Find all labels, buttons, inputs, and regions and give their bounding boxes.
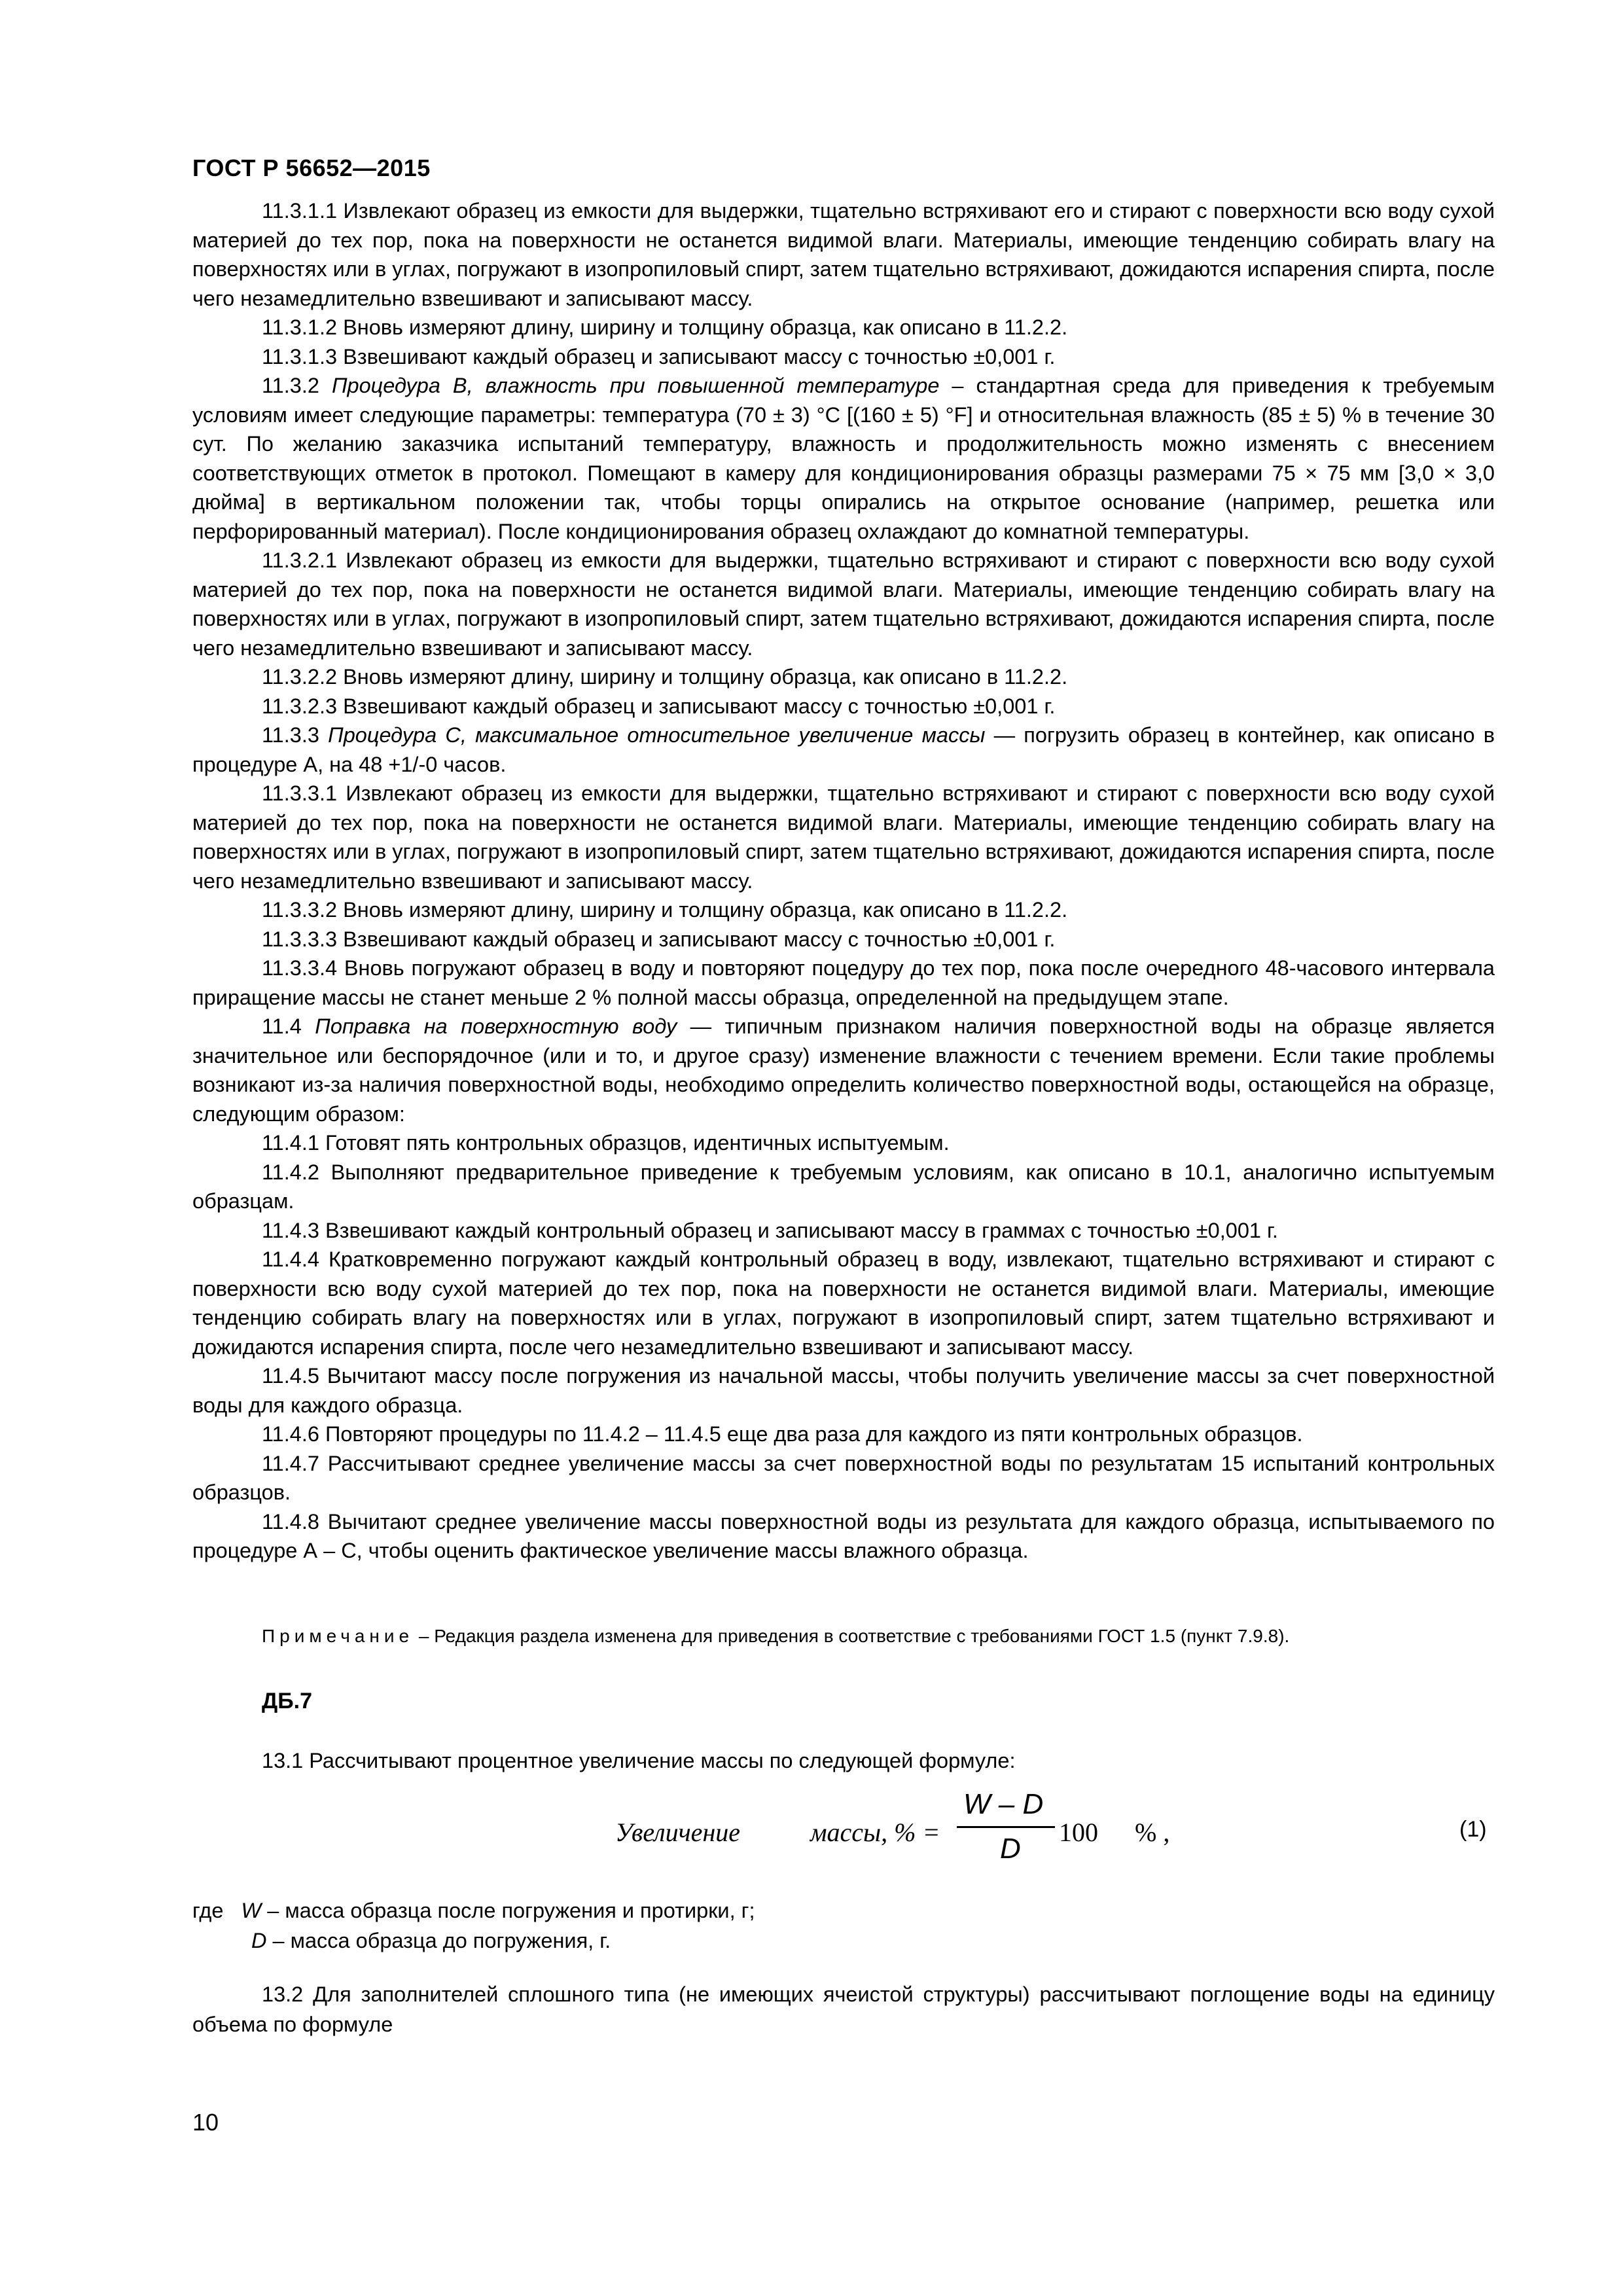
- legend-symbol: W: [241, 1899, 262, 1922]
- formula: [613, 1788, 1267, 1872]
- formula-legend: [192, 1895, 755, 1956]
- paragraph: 11.3.2.2 Вновь измеряют длину, ширину и толщину образца, как описано в 11.2.2.: [262, 665, 1068, 689]
- body-text: [192, 196, 1495, 1566]
- paragraph: 11.3.1.2 Вновь измеряют длину, ширину и толщину образца, как описано в 11.2.2.: [262, 315, 1068, 339]
- paragraph: 11.3.3.4 Вновь погружают образец в воду и повторяют поцедуру до тех пор, пока после очередного 48-часового интервала приращение массы не станет меньше 2 % полной массы образца, определенной на предыдущем этапе.: [192, 956, 1495, 1009]
- legend-row: [192, 1895, 755, 1926]
- clause-title: Процедура В, влажность при повышенной температуре: [331, 374, 940, 397]
- document-header: ГОСТ Р 56652—2015: [192, 154, 431, 181]
- clause-number: 11.3.3: [262, 723, 319, 747]
- paragraph: 11.3.2.3 Взвешивают каждый образец и записывают массу с точностью ±0,001 г.: [262, 694, 1056, 718]
- paragraph: 11.4.1 Готовят пять контрольных образцов, идентичных испытуемым.: [262, 1131, 950, 1155]
- paragraph: 11.4.5 Вычитают массу после погружения из начальной массы, чтобы получить увеличение массы за счет поверхностной воды для каждого образца.: [192, 1364, 1495, 1417]
- page-number: 10: [192, 2109, 219, 2136]
- paragraph: [192, 371, 1495, 546]
- legend-symbol: D: [251, 1929, 267, 1952]
- formula-unit: % ,: [1135, 1818, 1170, 1847]
- fraction-bar: [957, 1826, 1055, 1828]
- clause-number: 11.4: [262, 1014, 302, 1038]
- paragraph: 11.3.1.3 Взвешивают каждый образец и записывают массу с точностью ±0,001 г.: [262, 344, 1056, 368]
- paragraph: 11.4.8 Вычитают среднее увеличение массы поверхностной воды из результата для каждого образца, испытываемого по процедуре А – С, чтобы оценить фактическое увеличение массы влажного образца.: [192, 1509, 1495, 1562]
- section-title: ДБ.7: [262, 1689, 313, 1713]
- paragraph: 11.3.3.3 Взвешивают каждый образец и записывают массу с точностью ±0,001 г.: [262, 927, 1056, 951]
- paragraph: 11.4.2 Выполняют предварительное приведение к требуемым условиям, как описано в 10.1, аналогично испытуемым образцам.: [192, 1160, 1495, 1213]
- paragraph: 13.2 Для заполнителей сплошного типа (не имеющих ячеистой структуры) рассчитывают поглощение воды на единицу объема по формуле: [192, 1982, 1495, 2036]
- legend-text: – масса образца после погружения и протирки, г;: [261, 1899, 755, 1922]
- note-text: – Редакция раздела изменена для приведения в соответствие с требованиями ГОСТ 1.5 (пункт 7.9.8).: [414, 1626, 1290, 1646]
- note: [262, 1626, 1289, 1647]
- paragraph: 11.3.3.2 Вновь измеряют длину, ширину и толщину образца, как описано в 11.2.2.: [262, 898, 1068, 922]
- clause-title: Поправка на поверхностную воду: [315, 1014, 677, 1038]
- paragraph: [192, 1012, 1495, 1128]
- paragraph: 11.3.1.1 Извлекают образец из емкости для выдержки, тщательно встряхивают его и стирают с поверхности всю воду сухой материей до тех пор, пока на поверхности не останется видимой влаги. Материалы, имеющие тенденцию собирать влагу на поверхностях или в углах, погружают в изопропиловый спирт, затем тщательно встряхивают, дожидаются испарения спирта, после чего незамедлительно взвешивают и записывают массу.: [192, 199, 1495, 310]
- paragraph: 11.4.3 Взвешивают каждый контрольный образец и записывают массу в граммах с точностью ±0,001 г.: [262, 1218, 1278, 1242]
- legend-row: [192, 1926, 755, 1956]
- formula-intro: 13.1 Рассчитывают процентное увеличение массы по следующей формуле:: [262, 1749, 1016, 1772]
- formula-numerator: W – D: [963, 1788, 1044, 1820]
- formula-word-increase: Увеличение: [615, 1818, 741, 1847]
- paragraph-13-2: [192, 1979, 1495, 2039]
- paragraph: 11.4.4 Кратковременно погружают каждый контрольный образец в воду, извлекают, тщательно встряхивают и стирают с поверхности всю воду сухой материей до тех пор, пока на поверхности не останется видимой влаги. Материалы, имеющие тенденцию собирать влагу на поверхностях или в углах, погружают в изопропиловый спирт, затем тщательно встряхивают и дожидаются испарения спирта, после чего незамедлительно взвешивают и записывают массу.: [192, 1247, 1495, 1359]
- formula-word-mass: массы, % =: [810, 1818, 940, 1847]
- clause-text: — погрузить образец в контейнер, как описано в процедуре А, на 48 +1/-0 часов.: [192, 723, 1495, 776]
- clause-title: Процедура С, максимальное относительное увеличение массы: [328, 723, 986, 747]
- formula-denominator: D: [1000, 1833, 1021, 1865]
- clause-number: 11.3.2: [262, 374, 319, 397]
- paragraph: [192, 721, 1495, 779]
- legend-lead: где: [192, 1899, 224, 1922]
- legend-text: – масса образца до погружения, г.: [266, 1929, 611, 1952]
- formula-factor: 100: [1059, 1818, 1098, 1847]
- paragraph: 11.4.6 Повторяют процедуры по 11.4.2 – 11.4.5 еще два раза для каждого из пяти контрольных образцов.: [262, 1422, 1303, 1446]
- paragraph: 11.3.3.1 Извлекают образец из емкости для выдержки, тщательно встряхивают и стирают с поверхности всю воду сухой материей до тех пор, пока на поверхности не останется видимой влаги. Материалы, имеющие тенденцию собирать влагу на поверхностях или в углах, погружают в изопропиловый спирт, затем тщательно встряхивают, дожидаются испарения спирта, после чего незамедлительно взвешивают и записывают массу.: [192, 781, 1495, 893]
- paragraph: 11.3.2.1 Извлекают образец из емкости для выдержки, тщательно встряхивают и стирают с поверхности всю воду сухой материей до тех пор, пока на поверхности не останется видимой влаги. Материалы, имеющие тенденцию собирать влагу на поверхностях или в углах, погружают в изопропиловый спирт, затем тщательно встряхивают, дожидаются испарения спирта, после чего незамедлительно взвешивают и записывают массу.: [192, 548, 1495, 660]
- equation-number: (1): [1459, 1817, 1487, 1842]
- paragraph: 11.4.7 Рассчитывают среднее увеличение массы за счет поверхностной воды по результатам 15 испытаний контрольных образцов.: [192, 1451, 1495, 1504]
- note-label: Примечание: [262, 1626, 414, 1646]
- clause-text: — типичным признаком наличия поверхностной воды на образце является значительное или беспорядочное (или и то, и другое сразу) изменение влажности с течением времени. Если такие проблемы возникают из-за наличия поверхностной воды, необходимо определить количество поверхностной воды, остающейся на образце, следующим образом:: [192, 1014, 1495, 1126]
- clause-text: – стандартная среда для приведения к требуемым условиям имеет следующие параметры: температура (70 ± 3) °С [(160 ± 5) °F] и относительная влажность (85 ± 5) % в течение 30 сут. По желанию заказчика испытаний температуру, влажность и продолжительность можно изменять с внесением соответствующих отметок в протокол. Помещают в камеру для кондиционирования образцы размерами 75 × 75 мм [3,0 × 3,0 дюйма] в вертикальном положении так, чтобы торцы опирались на открытое основание (например, решетка или перфорированный материал). После кондиционирования образец охлаждают до комнатной температуры.: [192, 374, 1495, 543]
